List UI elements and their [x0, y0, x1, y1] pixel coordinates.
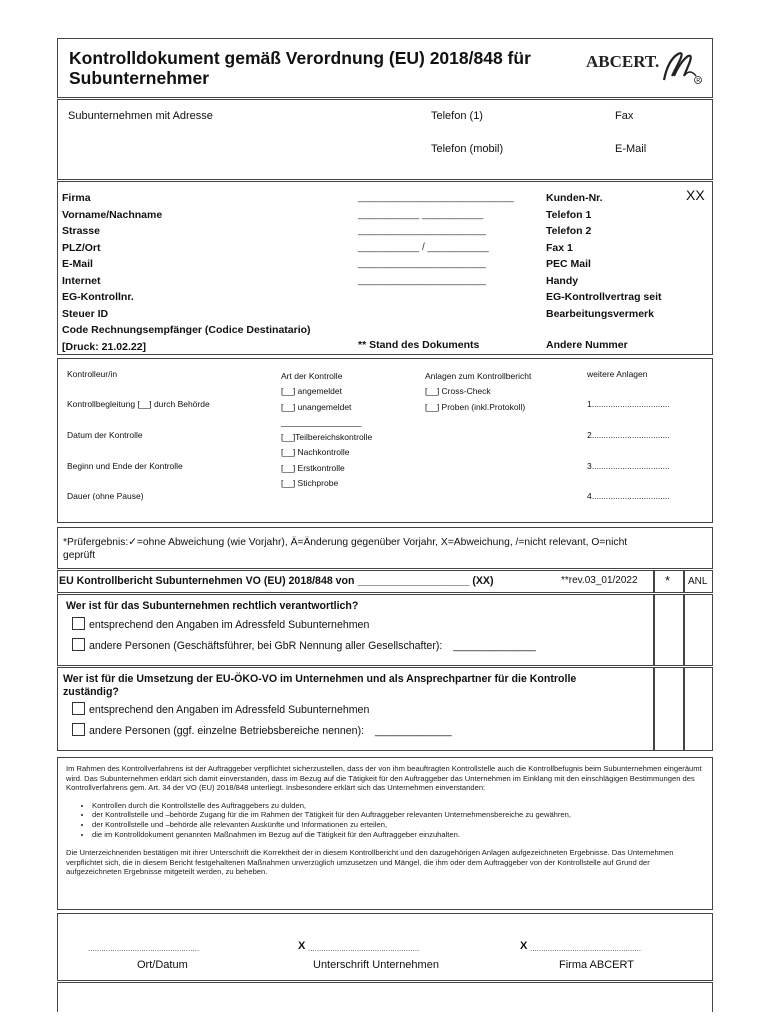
beginn-ende-label: Beginn und Ende der Kontrolle — [67, 461, 183, 471]
checkbox-icon[interactable] — [72, 617, 85, 630]
blank-plz-ort[interactable]: ___________ / ___________ — [358, 241, 489, 253]
signature-x-abcert: X — [520, 940, 528, 952]
control-col3 — [425, 369, 531, 415]
legal-bullet: • die im Kontrolldokument genannten Maßnahmen im Bezug auf die Tätigkeit für den Auftraggeber einzuhalten. — [92, 830, 706, 840]
label-steuer-id: Steuer ID — [62, 307, 109, 320]
label-fax1: Fax 1 — [546, 241, 573, 254]
question2-text-line2: zuständig? — [63, 686, 119, 698]
legal-bullet: • der Kontrollstelle und –behörde Zugang für die im Rahmen der Tätigkeit für den Auftraggeber relevanten Unternehmensbereiche zu gewähren, — [92, 810, 706, 820]
legal-bullet: • der Kontrollstelle und –behörde alle relevanten Auskünfte und Informationen zu erteilen, — [92, 820, 706, 830]
signature-label-ort-datum: Ort/Datum — [137, 959, 188, 971]
blank-name[interactable]: ___________ ___________ — [358, 208, 484, 220]
legal-bullet-list — [66, 801, 706, 839]
stand-label: ** Stand des Dokuments — [358, 339, 480, 351]
footer-box — [57, 982, 713, 1012]
control-col2 — [281, 369, 372, 491]
customer-number-value: XX — [686, 187, 705, 203]
signature-x-unternehmen: X — [298, 940, 306, 952]
blank-internet[interactable]: _______________________ — [358, 274, 486, 286]
report-star: * — [665, 573, 671, 588]
question2-anl-cell[interactable] — [684, 667, 713, 751]
address-label: Subunternehmen mit Adresse — [68, 110, 213, 122]
andere-nummer-label: Andere Nummer — [546, 339, 628, 351]
label-eg-kontrollnr: EG-Kontrollnr. — [62, 291, 134, 303]
art-blank[interactable]: _________________ — [281, 416, 362, 427]
question2-result-cell[interactable] — [654, 667, 684, 751]
label-email: E-Mail — [62, 258, 93, 270]
legal-bullet: • Kontrollen durch die Kontrollstelle des Auftraggebers zu dulden, — [92, 801, 706, 811]
question1-text: Wer ist für das Subunternehmen rechtlich verantwortlich? — [66, 600, 359, 612]
legend-line2: geprüft — [63, 550, 96, 561]
label-telefon1: Telefon 1 — [546, 208, 592, 221]
report-title: EU Kontrollbericht Subunternehmen VO (EU) 2018/848 von ___________________ (XX) — [59, 575, 494, 587]
question2-text-line1: Wer ist für die Umsetzung der EU-ÖKO-VO im Unternehmen und als Ansprechpartner für die Kontrolle — [63, 673, 577, 685]
document-title-line1: Kontrolldokument gemäß Verordnung (EU) 2018/848 für — [69, 48, 531, 68]
signature-abcert-line[interactable]: .................................................. — [530, 944, 642, 953]
blank-firma[interactable]: ____________________________ — [358, 192, 514, 203]
company-blanks — [358, 190, 514, 289]
company-right-labels — [546, 190, 662, 322]
check-erstkontrolle[interactable]: [__] Erstkontrolle — [281, 462, 345, 473]
signature-label-unternehmen: Unterschrift Unternehmen — [313, 959, 439, 971]
legend-box — [57, 527, 713, 569]
check-nachkontrolle[interactable]: [__] Nachkontrolle — [281, 447, 350, 458]
kontrollbegleitung-label: Kontrollbegleitung [__] durch Behörde — [67, 399, 210, 409]
legal-paragraph2: Die Unterzeichnenden bestätigen mit ihrer Unterschrift die Korrektheit der in diesem Kontrollbericht und den dazugehörigen Anlagen aufgezeichneten Ergebnisse. Das Unternehmen verpflichtet sich, die in diesem Bericht festgehaltenen Maßnahmen unverzüglich umzusetzen und Mängel, die ihm oder dem Auftraggeber von der Kontrollstelle auf Grund der aufgezeichneten Ergebnisse mitgeteilt werden, zu beheben. — [66, 848, 674, 877]
abcert-logo-icon — [658, 46, 704, 88]
legal-paragraph1: Im Rahmen des Kontrollverfahrens ist der Auftraggeber verpflichtet sicherzustellen, dass der von ihm beauftragten Kontrollstelle auch die Kontrollbefugnis beim Subunternehmen eingeräumt wird. Das Subunternehmen erklärt sich damit einverstanden, dass im Bezug auf die Tätigkeit für den Auftraggeber das Unternehmen im Einklang mit den einschlägigen Bestimmungen des Kontrollverfahrens gem. Art. 34 der VO (EU) 2018/848 unterliegt. Insbesondere erklärt sich das Unternehmen einverstanden: — [66, 764, 702, 793]
weitere-anlagen-header: weitere Anlagen — [587, 369, 648, 379]
weitere-anlage-2[interactable]: 2................................. — [587, 430, 670, 440]
check-stichprobe[interactable]: [__] Stichprobe — [281, 478, 339, 489]
label-name: Vorname/Nachname — [62, 208, 163, 221]
legal-text — [66, 764, 706, 877]
check-unangemeldet[interactable]: [__] unangemeldet — [281, 401, 352, 412]
print-date: [Druck: 21.02.22] — [62, 340, 147, 353]
q1-option1-label: entsprechend den Angaben im Adressfeld Subunternehmen — [89, 619, 370, 631]
checkbox-icon[interactable] — [72, 723, 85, 736]
check-cross-check[interactable]: [__] Cross-Check — [425, 386, 491, 397]
label-pec-mail: PEC Mail — [546, 258, 591, 270]
weitere-anlage-4[interactable]: 4................................. — [587, 491, 670, 501]
question1-anl-cell[interactable] — [684, 594, 713, 666]
logo-text: ABCERT. — [586, 52, 660, 71]
svg-text:R: R — [696, 78, 701, 84]
weitere-anlage-3[interactable]: 3................................. — [587, 461, 670, 471]
q1-option2-blank[interactable]: ______________ — [453, 640, 536, 652]
datum-kontrolle-label: Datum der Kontrolle — [67, 430, 143, 440]
checkbox-icon[interactable] — [72, 638, 85, 651]
question2-option1[interactable] — [72, 702, 369, 716]
question1-option2[interactable] — [72, 638, 536, 652]
legend-line1: *Prüfergebnis:✓=ohne Abweichung (wie Vorjahr), Ä=Änderung gegenüber Vorjahr, X=Abweichung, /=nicht relevant, O=nicht — [63, 537, 628, 548]
label-kunden-nr: Kunden-Nr. — [546, 192, 603, 204]
q2-option2-label: andere Personen (ggf. einzelne Betriebsbereiche nennen): — [89, 725, 365, 737]
fax-label: Fax — [615, 110, 634, 122]
label-code-rechnungsempfaenger: Code Rechnungsempfänger (Codice Destinatario) — [62, 324, 311, 336]
question1-result-cell[interactable] — [654, 594, 684, 666]
signature-ort-datum-line[interactable]: .................................................. — [88, 944, 200, 953]
label-internet: Internet — [62, 274, 101, 287]
q2-option2-blank[interactable]: _____________ — [375, 725, 452, 737]
art-kontrolle-header: Art der Kontrolle — [281, 371, 343, 381]
check-teilbereichskontrolle[interactable]: [__]Teilbereichskontrolle — [281, 432, 373, 443]
check-angemeldet[interactable]: [__] angemeldet — [281, 386, 342, 397]
label-plz-ort: PLZ/Ort — [62, 241, 101, 254]
label-firma: Firma — [62, 192, 91, 204]
signature-unternehmen-line[interactable]: .................................................. — [308, 944, 420, 953]
label-handy: Handy — [546, 274, 579, 287]
dauer-label: Dauer (ohne Pause) — [67, 491, 144, 501]
label-telefon2: Telefon 2 — [546, 225, 592, 237]
question1-option1[interactable] — [72, 617, 369, 631]
document-title-line2: Subunternehmer — [69, 68, 210, 88]
label-bearbeitungsvermerk: Bearbeitungsvermerk — [546, 307, 654, 320]
report-revision: **rev.03_01/2022 — [561, 575, 638, 586]
blank-email[interactable]: _______________________ — [358, 258, 486, 269]
checkbox-icon[interactable] — [72, 702, 85, 715]
signature-label-abcert: Firma ABCERT — [559, 959, 634, 971]
email-label: E-Mail — [615, 143, 647, 155]
kontrolleur-label: Kontrolleur/in — [67, 369, 118, 379]
report-anl: ANL — [688, 576, 708, 587]
weitere-anlage-1[interactable]: 1................................. — [587, 399, 670, 409]
blank-strasse[interactable]: _______________________ — [358, 225, 486, 236]
check-proben[interactable]: [__] Proben (inkl.Protokoll) — [425, 401, 526, 412]
anlagen-header: Anlagen zum Kontrollbericht — [425, 371, 532, 381]
phone1-label: Telefon (1) — [431, 110, 483, 122]
question2-option2[interactable] — [72, 723, 452, 737]
q2-option1-label: entsprechend den Angaben im Adressfeld Subunternehmen — [89, 704, 370, 716]
label-eg-kontrollvertrag: EG-Kontrollvertrag seit — [546, 291, 662, 303]
label-strasse: Strasse — [62, 225, 100, 237]
company-left-labels — [62, 190, 311, 355]
mobile-label: Telefon (mobil) — [431, 143, 504, 155]
q1-option2-label: andere Personen (Geschäftsführer, bei GbR Nennung aller Gesellschafter): — [89, 640, 443, 652]
